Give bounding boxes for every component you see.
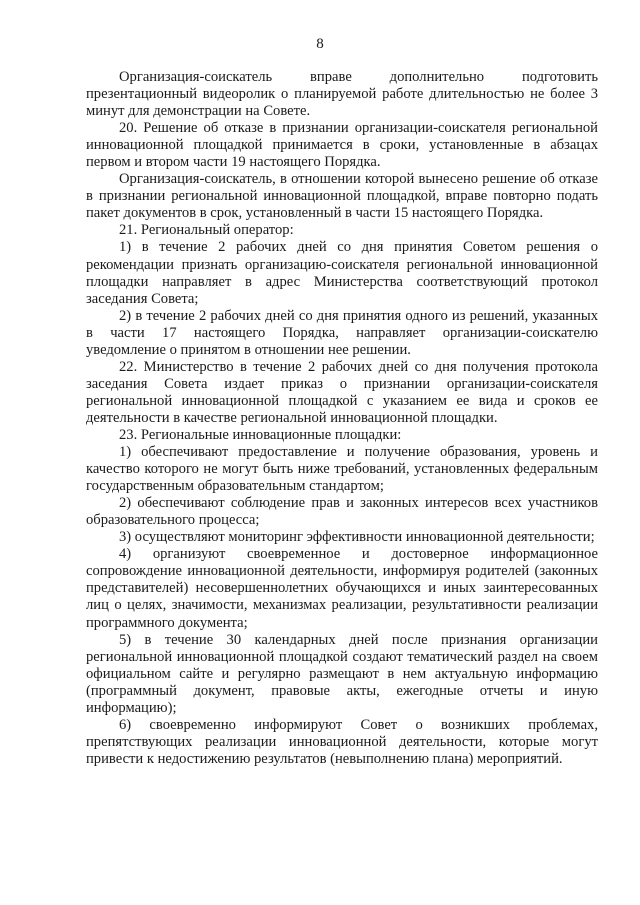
paragraph-22: 22. Министерство в течение 2 рабочих дней со дня получения протокола заседания Совета издает приказ о признании организации-соискателя региональной инновационной площадкой с указанием ее вида и сроков ее деятельности в качестве региональной инновационной площадки. [86, 358, 598, 426]
paragraph-20-resubmit: Организация-соискатель, в отношении которой вынесено решение об отказе в признании региональной инновационной площадкой, вправе повторно подать пакет документов в срок, установленный в части 15 настоящего Порядка. [86, 171, 598, 222]
paragraph-23-item-3: 3) осуществляют мониторинг эффективности инновационной деятельности; [119, 529, 595, 546]
paragraph-23-item-4: 4) организуют своевременное и достоверное информационное сопровождение инновационной деятельности, информируя родителей (законных представителей) несовершеннолетних обучающихся и иных заинтересованных лиц о целях, значимости, механизмах реализации, результативности реализации программного документа; [86, 546, 598, 631]
paragraph-20: 20. Решение об отказе в признании организации-соискателя региональной инновационной площадкой принимается в сроки, установленные в абзацах первом и втором части 19 настоящего Порядка. [86, 120, 598, 171]
paragraph-21: 21. Региональный оператор: [119, 222, 294, 239]
paragraph-23-item-5: 5) в течение 30 календарных дней после признания организации региональной инновационной площадкой создают тематический раздел на своем официальном сайте и регулярно размещают в нем актуальную информацию (программный документ, правовые акты, ежегодные отчеты и иную информацию); [86, 631, 598, 716]
paragraph-23-item-1: 1) обеспечивают предоставление и получение образования, уровень и качество которого не могут быть ниже требований, установленных федеральным государственным образовательным стандартом; [86, 444, 598, 495]
paragraph-video: Организация-соискатель вправе дополнительно подготовить презентационный видеоролик о планируемой работе длительностью не более 3 минут для демонстрации на Совете. [86, 69, 598, 120]
document-body [86, 69, 598, 768]
paragraph-21-item-2: 2) в течение 2 рабочих дней со дня принятия одного из решений, указанных в части 17 настоящего Порядка, направляет организации-соискателю уведомление о принятом в отношении нее решении. [86, 307, 598, 358]
paragraph-21-item-1: 1) в течение 2 рабочих дней со дня принятия Советом решения о рекомендации признать организацию-соискателя региональной инновационной площадки направляет в адрес Министерства соответствующий протокол заседания Совета; [86, 239, 598, 307]
paragraph-23: 23. Региональные инновационные площадки: [119, 426, 402, 443]
paragraph-23-item-2: 2) обеспечивают соблюдение прав и законных интересов всех участников образовательного процесса; [86, 495, 598, 529]
paragraph-23-item-6: 6) своевременно информируют Совет о возникших проблемах, препятствующих реализации инновационной деятельности, которые могут привести к недостижению результатов (невыполнению плана) мероприятий. [86, 716, 598, 767]
page-number: 8 [316, 36, 324, 52]
